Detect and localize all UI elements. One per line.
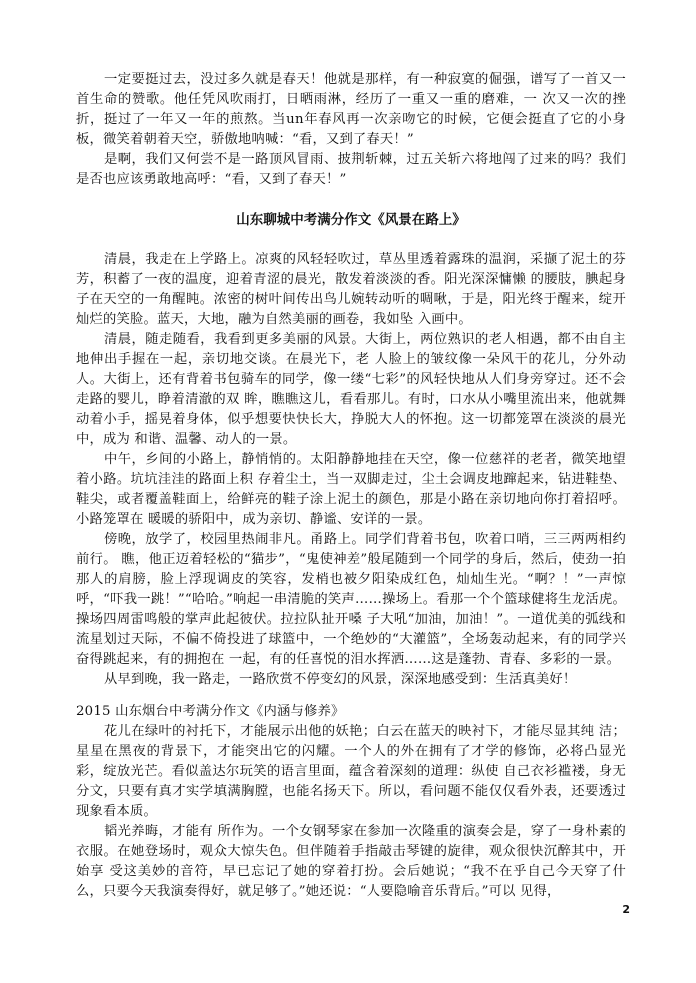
paragraph: 花儿在绿叶的衬托下，才能展示出他的妖艳；白云在蓝天的映衬下，才能尽显其纯 洁；星星在黑夜的背景下，才能突出它的闪耀。一个人的外在拥有了才学的修饰，必将凸显光彩，绽放光芒。看似盖达尔玩笑的语言里面，蕴含着深刻的道理：纵使 自己衣衫褴褛，身无分文，只要有真才实学填满胸膛，也能名扬天下。所以，看问题不能仅仅看外表，还要透过现象看本质。 [76,724,626,819]
essay-title-cultivation: 2015 山东烟台中考满分作文《内涵与修养》 [76,704,345,719]
paragraph: 傍晚，放学了，校园里热闹非凡。甬路上。同学们背着书包，吹着口哨，三三两两相约前行。 瞧，他正迈着轻松的“猫步”，“鬼使神差”般尾随到一个同学的身后，然后，使劲一拍那人的肩膀，脸上浮现调皮的笑容，发梢也被夕阳染成红色，灿灿生光。“啊？！”一声惊呼，“吓我一跳！”“哈哈。”响起一串清脆的笑声……操场上。看那一个个篮球健将生龙活虎。操场四周雷鸣般的掌声此起彼伏。拉拉队扯开嗓 子大吼“加油，加油！”。一道优美的弧线和流星划过天际，不偏不倚投进了球篮中，一个绝妙的“大灌篮”，全场轰动起来，有的同学兴奋得跳起来，有的拥抱在 一起，有的任喜悦的泪水挥洒……这是蓬勃、青春、多彩的一景。 [76,532,626,667]
paragraph: 中午，乡间的小路上，静悄悄的。太阳静静地挂在天空，像一位慈祥的老者，微笑地望着小路。坑坑洼洼的路面上积 存着尘土，当一双脚走过，尘土会调皮地蹿起来，钻进鞋垫、鞋尖，或者覆盖鞋面上，给鲜亮的鞋子涂上泥土的颜色，那是小路在亲切地向你打着招呼。小路笼罩在 暖暖的骄阳中，成为亲切、静谧、安详的一景。 [76,452,626,527]
essay-title-scenery: 山东聊城中考满分作文《风景在路上》 [236,212,466,228]
paragraph: 从早到晚，我一路走，一路欣赏不停变幻的风景，深深地感受到：生活真美好！ [104,672,577,687]
paragraph: 清晨，我走在上学路上。凉爽的风轻轻吹过，草丛里透着露珠的温润，采撷了泥土的芬芳，积蓄了一夜的温度，迎着青涩的晨光，散发着淡淡的香。阳光深深慵懒 的腰肢，腆起身子在天空的一角醒盹。浓密的树叶间传出鸟儿婉转动听的啁啾，于是，阳光终于醒来，绽开灿烂的笑脸。蓝天，大地，融为自然美丽的画卷，我如坠 入画中。 [76,252,626,327]
paragraph: 是啊，我们又何尝不是一路顶风冒雨、披荆斩棘，过五关斩六将地闯了过来的吗？我们是否也应该勇敢地高呼：“看，又到了春天！” [76,152,626,187]
paragraph: 一定要挺过去，没过多久就是春天！他就是那样，有一种寂寞的倔强，谱写了一首又一首生命的赞歌。他任凭风吹雨打，日晒雨淋，经历了一重又一重的磨难，一 次又一次的挫折，挺过了一年又一年的煎熬。当un年春风再一次亲吻它的时候，它便会挺直了它的小身板，微笑着朝着天空，骄傲地呐喊：“看，又到了春天！” [76,72,626,147]
section-spring [76,70,626,190]
section-scenery [76,210,626,690]
page-number: 2 [622,903,630,916]
document-page [76,70,626,902]
section-cultivation [76,702,626,902]
paragraph: 清晨，随走随看，我看到更多美丽的风景。大街上，两位熟识的老人相遇，都不由自主地伸出手握在一起，亲切地交谈。在晨光下，老 人脸上的皱纹像一朵风干的花儿，分外动人。大街上，还有背着书包骑车的同学，像一缕“七彩”的风轻快地从人们身旁穿过。还不会走路的婴儿，睁着清澈的双 眸，瞧瞧这儿，看看那儿。有时，口水从小嘴里流出来，他就舞动着小手，摇晃着身体，似乎想要快快长大，挣脱大人的怀抱。这一切都笼罩在淡淡的晨光中，成为 和谐、温馨、动人的一景。 [76,332,626,447]
paragraph: 韬光养晦，才能有 所作为。一个女钢琴家在参加一次隆重的演奏会是，穿了一身朴素的衣服。在她登场时，观众大惊失色。但伴随着手指敲击琴键的旋律，观众很快沉醉其中，开始享 受这美妙的音符，早已忘记了她的穿着打扮。会后她说；“我不在乎自己今天穿了什么，只要今天我演奏得好，就足够了。”她还说：“人要隐喻音乐背后。”可以 见得， [76,824,626,899]
